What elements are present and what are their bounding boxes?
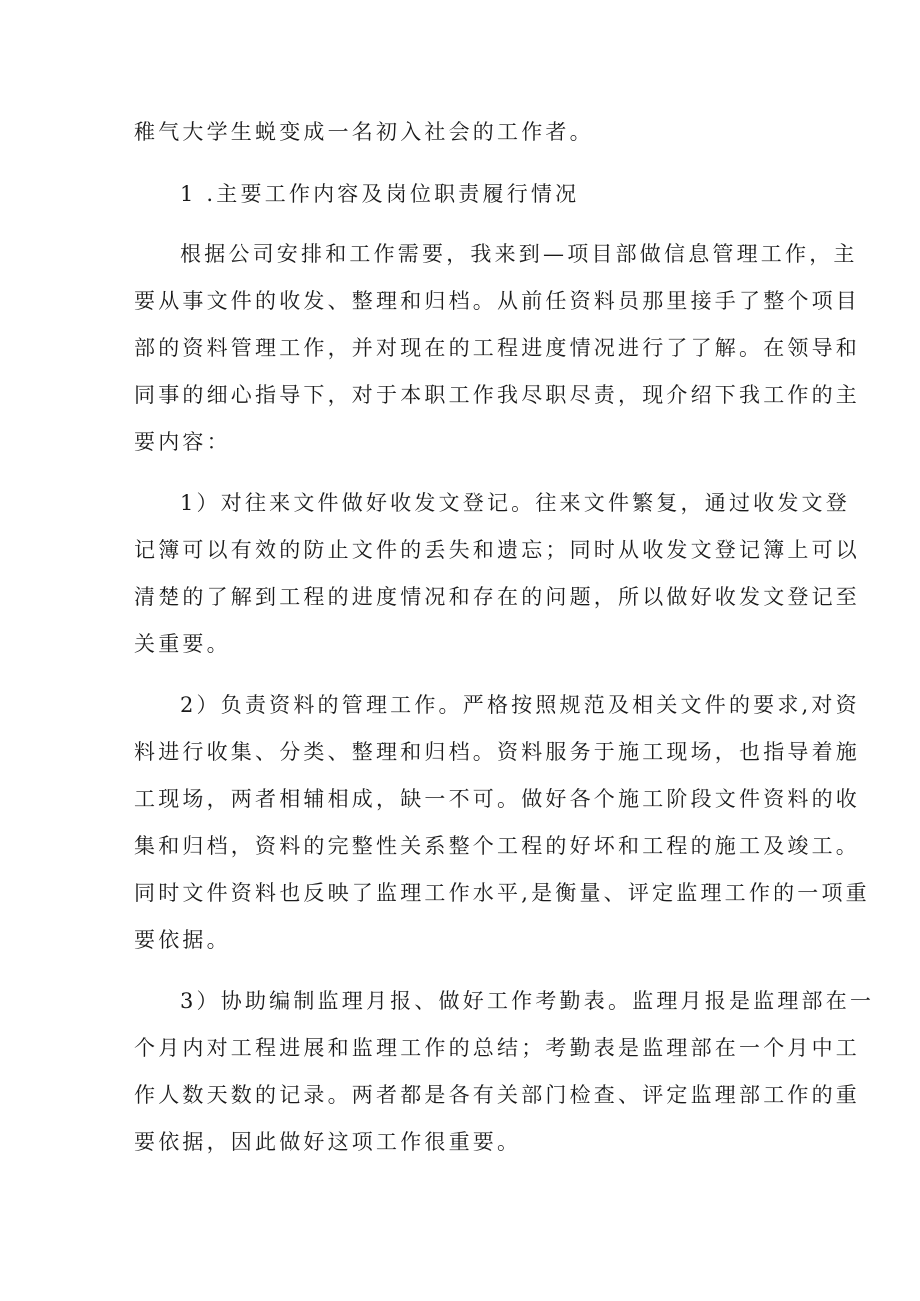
item2-line: 要依据。 (134, 928, 231, 952)
item2-line: 集和归档，资料的完整性关系整个工程的好坏和工程的施工及竣工。 (134, 834, 860, 858)
item3-line: 个月内对工程进展和监理工作的总结；考勤表是监理部在一个月中工 (134, 1036, 860, 1060)
item2-line: 同时文件资料也反映了监理工作水平,是衡量、评定监理工作的一项重 (134, 881, 870, 905)
continuation-line: 稚气大学生蜕变成一名初入社会的工作者。 (134, 120, 594, 144)
item2-line: 2）负责资料的管理工作。严格按照规范及相关文件的要求,对资 (180, 693, 860, 717)
intro-line: 根据公司安排和工作需要，我来到—项目部做信息管理工作，主 (180, 242, 858, 266)
intro-line: 要内容： (134, 430, 231, 454)
item1-line: 清楚的了解到工程的进度情况和存在的问题，所以做好收发文登记至 (134, 585, 860, 609)
item3-line: 3）协助编制监理月报、做好工作考勤表。监理月报是监理部在一 (180, 989, 875, 1013)
intro-line: 部的资料管理工作，并对现在的工程进度情况进行了了解。在领导和 (134, 336, 860, 360)
item2-line: 料进行收集、分类、整理和归档。资料服务于施工现场，也指导着施 (134, 740, 860, 764)
intro-line: 同事的细心指导下，对于本职工作我尽职尽责，现介绍下我工作的主 (134, 383, 860, 407)
item1-line: 记簿可以有效的防止文件的丢失和遗忘；同时从收发文登记簿上可以 (134, 538, 860, 562)
item3-line: 作人数天数的记录。两者都是各有关部门检查、评定监理部工作的重 (134, 1083, 860, 1107)
item3-line: 要依据，因此做好这项工作很重要。 (134, 1130, 522, 1154)
intro-line: 要从事文件的收发、整理和归档。从前任资料员那里接手了整个项目 (134, 289, 860, 313)
item1-line: 关重要。 (134, 632, 231, 656)
item1-line: 1）对往来文件做好收发文登记。往来文件繁复，通过收发文登 (180, 491, 850, 515)
section-heading: 1 .主要工作内容及岗位职责履行情况 (180, 182, 580, 206)
item2-line: 工现场，两者相辅相成，缺一不可。做好各个施工阶段文件资料的收 (134, 787, 860, 811)
